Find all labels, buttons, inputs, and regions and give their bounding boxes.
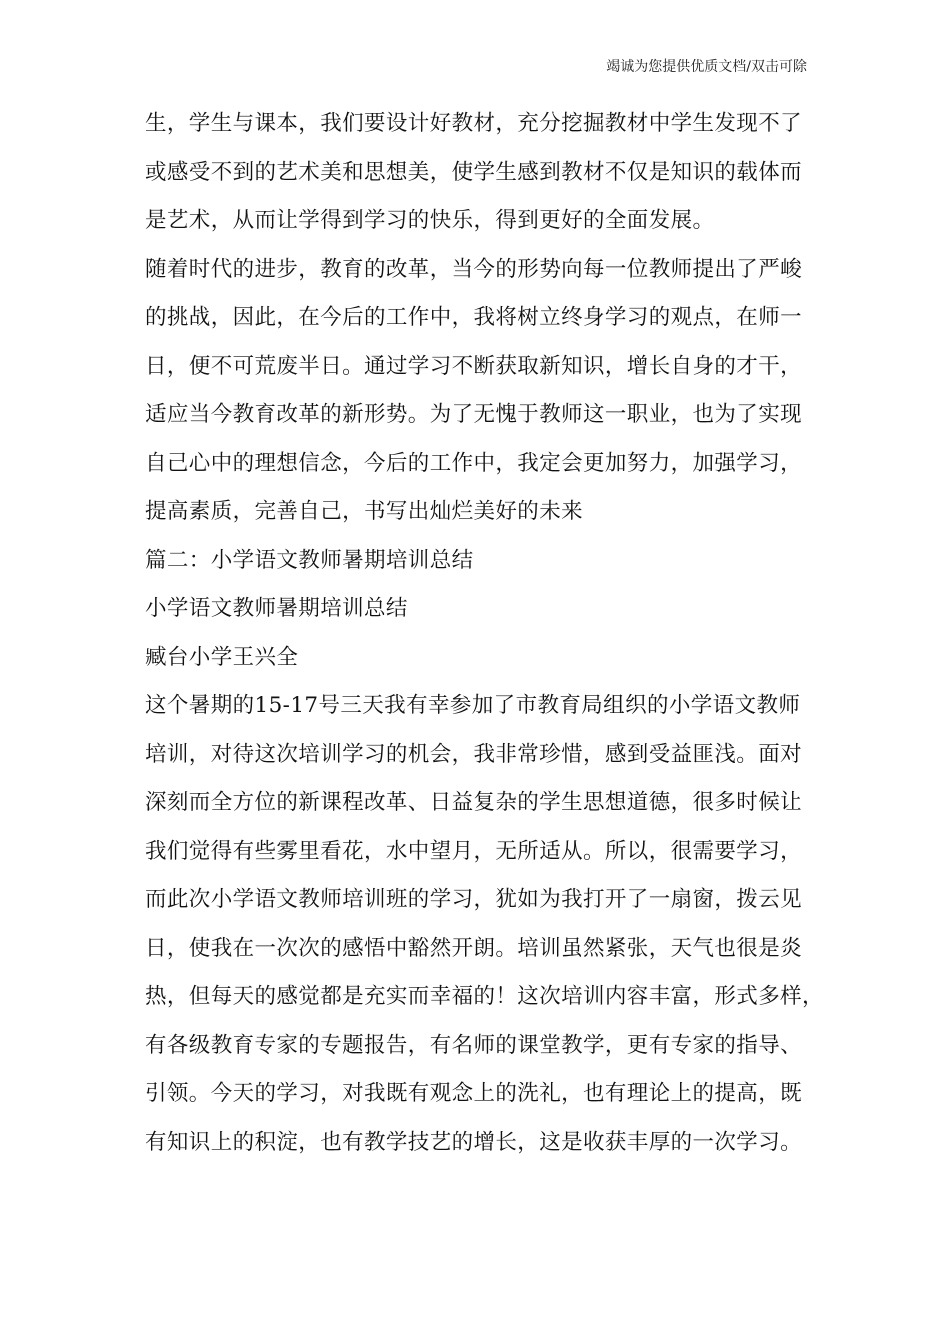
text-line: 日，便不可荒废半日。通过学习不断获取新知识，增长自身的才干， [145,353,803,379]
text-line: 这个暑期的15-17号三天我有幸参加了市教育局组织的小学语文教师 [145,693,801,718]
text-line: 适应当今教育改革的新形势。为了无愧于教师这一职业，也为了实现 [145,402,803,427]
text-line: 有知识上的积淀，也有教学技艺的增长，这是收获丰厚的一次学习。 [145,1129,803,1155]
text-line: 深刻而全方位的新课程改革、日益复杂的学生思想道德，很多时候让 [145,790,803,815]
text-line: 或感受不到的艺术美和思想美，使学生感到教材不仅是知识的载体而 [145,159,803,185]
author-line: 臧台小学王兴全 [145,644,299,670]
header-note: 竭诚为您提供优质文档/双击可除 [606,59,807,75]
text-line: 引领。今天的学习，对我既有观念上的洗礼，也有理论上的提高，既 [145,1081,803,1106]
text-line: 生，学生与课本，我们要设计好教材，充分挖掘教材中学生发现不了 [145,111,803,136]
text-line: 有各级教育专家的专题报告，有名师的课堂教学，更有专家的指导、 [145,1032,803,1058]
section-heading: 篇二：小学语文教师暑期培训总结 [145,547,474,573]
text-line: 培训，对待这次培训学习的机会，我非常珍惜，感到受益匪浅。面对 [145,741,803,767]
body-text [145,104,825,1171]
text-line: 我们觉得有些雾里看花，水中望月，无所适从。所以，很需要学习， [145,838,803,864]
text-line: 而此次小学语文教师培训班的学习，犹如为我打开了一扇窗，拨云见 [145,887,803,912]
text-line: 的挑战，因此，在今后的工作中，我将树立终身学习的观点，在师一 [145,305,803,330]
text-line: 热，但每天的感觉都是充实而幸福的！这次培训内容丰富，形式多样， [145,984,824,1009]
text-line: 提高素质，完善自己，书写出灿烂美好的未来 [145,499,584,524]
text-line: 日，使我在一次次的感悟中豁然开朗。培训虽然紧张，天气也很是炎 [145,935,803,961]
text-line: 随着时代的进步，教育的改革，当今的形势向每一位教师提出了严峻 [145,256,803,282]
text-line: 自己心中的理想信念，今后的工作中，我定会更加努力，加强学习， [145,450,803,476]
article-title: 小学语文教师暑期培训总结 [145,596,408,621]
text-line: 是艺术，从而让学得到学习的快乐，得到更好的全面发展。 [145,208,715,233]
